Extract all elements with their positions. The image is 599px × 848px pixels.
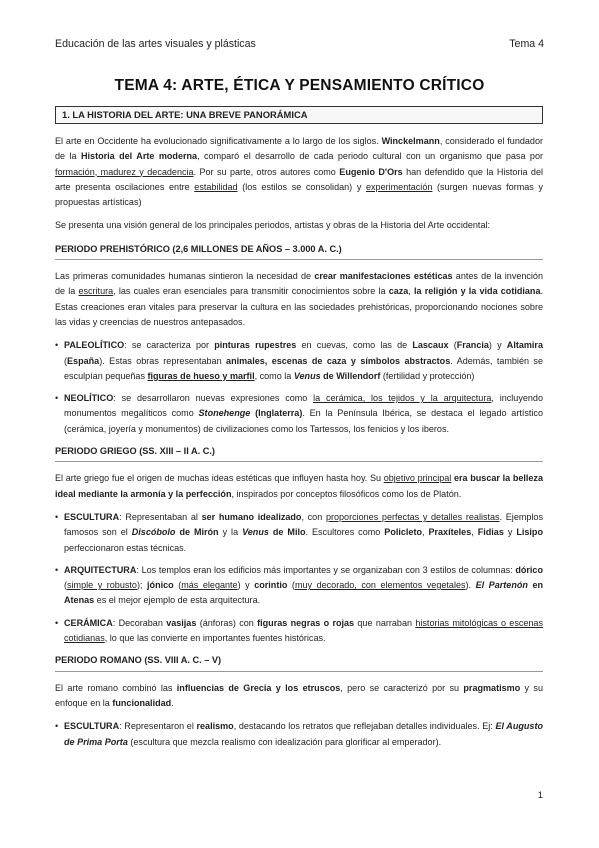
- page-number: 1: [537, 790, 543, 801]
- main-content: [55, 134, 543, 757]
- greek-paragraph: El arte griego fue el origen de muchas ideas estéticas que influyen hasta hoy. Su objetivo principal era buscar la belleza ideal mediante la armonía y la perfección, inspirados por conceptos filosóficos como los de Platón.: [55, 473, 543, 499]
- roman-paragraph: El arte romano combinó las influencias de Grecia y los etruscos, pero se caracterizó por su pragmatismo y su enfoque en la funcionalidad.: [55, 682, 543, 708]
- period-heading-roman: PERIODO ROMANO (SS. VIII A. C. – V): [55, 653, 543, 671]
- period-heading-prehistoric: PERIODO PREHISTÓRICO (2,6 MILLONES DE AÑOS – 3.000 A. C.): [55, 242, 543, 260]
- prehistoric-list: [55, 338, 543, 437]
- prehistoric-paragraph: Las primeras comunidades humanas sintieron la necesidad de crear manifestaciones estéticas antes de la invención de la escritura, las cuales eran esenciales para transmitir conocimientos sobre la caza, la religión y la vida cotidiana. Estas creaciones eran vitales para preservar la cultura en las sociedades prehistóricas, proporcionando nociones sobre las vidas y creencias de nuestros antepasados.: [55, 271, 543, 327]
- roman-list: [55, 719, 543, 750]
- page-header: [55, 38, 544, 50]
- period-heading-greek: PERIODO GRIEGO (SS. XIII – II A. C.): [55, 444, 543, 462]
- list-item-sculpture: • ESCULTURA: Representaban al ser humano idealizado, con proporciones perfectas y detalles realistas. Ejemplos famosos son el Discóbolo de Mirón y la Venus de Milo. Escultores como Policleto, Praxíteles, Fidias y Lisipo perfeccionaron estas técnicas.: [55, 510, 543, 556]
- list-item-paleolithic: • PALEOLÍTICO: se caracteriza por pinturas rupestres en cuevas, como las de Lascaux (Francia) y Altamira (España). Estas obras representaban animales, escenas de caza y símbolos abstractos. Además, también se esculpían pequeñas figuras de hueso y marfil, como la Venus de Willendorf (fertilidad y protección): [55, 338, 543, 384]
- header-subject: Educación de las artes visuales y plásticas: [55, 38, 256, 50]
- list-item-architecture: • ARQUITECTURA: Los templos eran los edificios más importantes y se organizaban con 3 estilos de columnas: dórico (simple y robusto); jónico (más elegante) y corintio (muy decorado, con elementos vegetales). El Partenón en Atenas es el mejor ejemplo de esta arquitectura.: [55, 563, 543, 609]
- page-title: TEMA 4: ARTE, ÉTICA Y PENSAMIENTO CRÍTICO: [114, 77, 485, 94]
- overview-paragraph: Se presenta una visión general de los principales periodos, artistas y obras de la Historia del Arte occidental:: [55, 220, 490, 231]
- list-item-ceramics: • CERÁMICA: Decoraban vasijas (ánforas) con figuras negras o rojas que narraban historias mitológicas o escenas cotidianas, lo que las convierte en importantes fuentes históricas.: [55, 616, 543, 647]
- section-heading: 1. LA HISTORIA DEL ARTE: UNA BREVE PANORÁMICA: [55, 106, 543, 124]
- list-item-neolithic: • NEOLÍTICO: se desarrollaron nuevas expresiones como la cerámica, los tejidos y la arquitectura, incluyendo monumentos megalíticos como Stonehenge (Inglaterra). En la Península Ibérica, se destaca el legado artístico (cerámica, joyería y monumentos) de civilizaciones como los Tartessos, los fenicios y los iberos.: [55, 391, 543, 437]
- header-topic: Tema 4: [509, 38, 544, 50]
- greek-list: [55, 510, 543, 646]
- intro-paragraph: El arte en Occidente ha evolucionado significativamente a lo largo de los siglos. Winckelmann, considerado el fundador de la Historia del Arte moderna, comparó el desarrollo de cada periodo cultural con un organismo que pasa por formación, madurez y decadencia. Por su parte, otros autores como Eugenio D'Ors han defendido que la Historia del arte presenta oscilaciones entre estabilidad (los estilos se consolidan) y experimentación (surgen nuevas formas y propuestas artísticas): [55, 136, 544, 208]
- list-item-roman-sculpture: • ESCULTURA: Representaron el realismo, destacando los retratos que reflejaban detalles individuales. Ej: El Augusto de Prima Porta (escultura que mezcla realismo con idealización para glorificar al emperador).: [55, 719, 543, 750]
